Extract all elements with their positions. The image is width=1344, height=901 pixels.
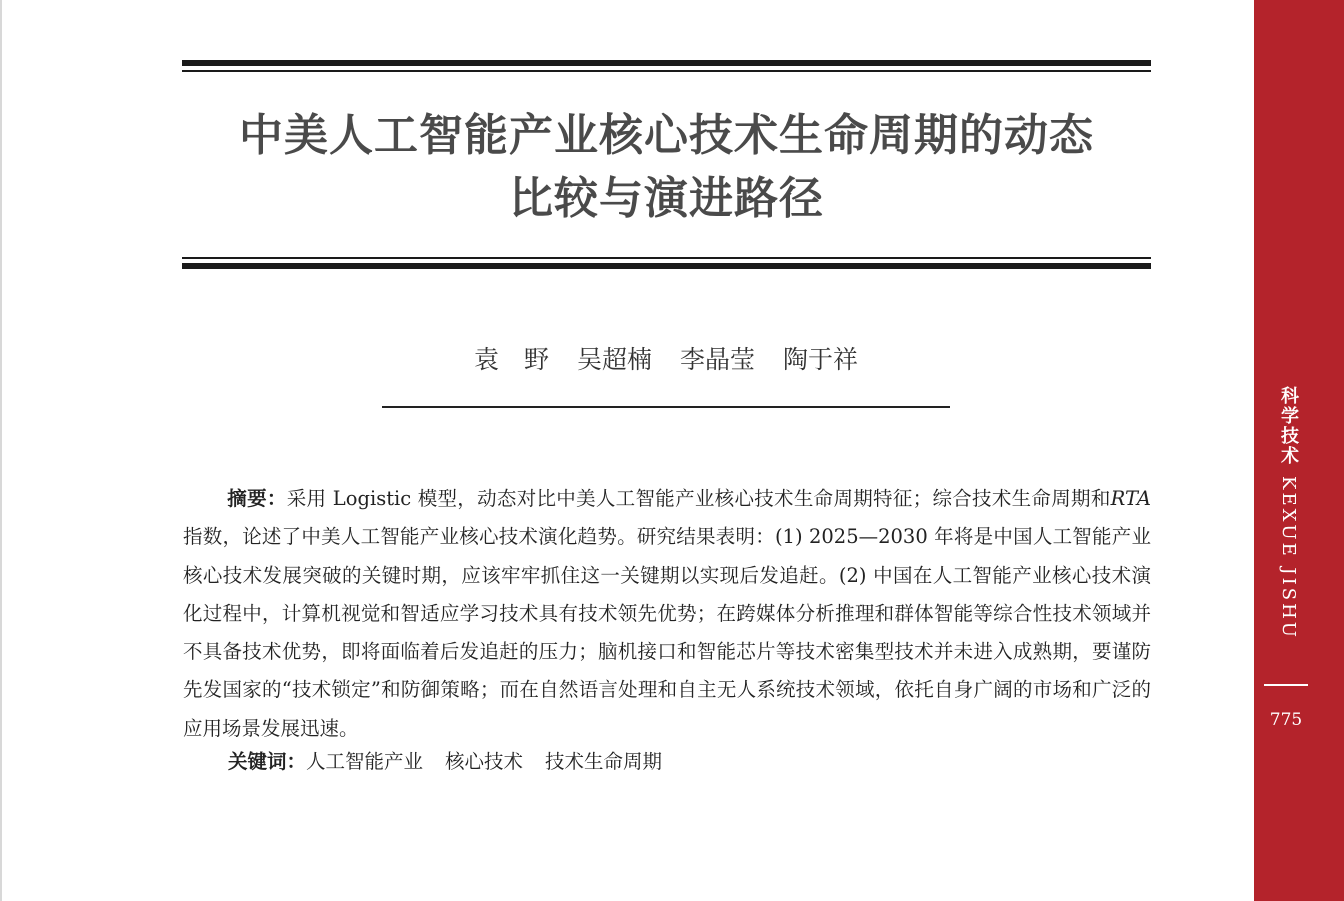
author-list xyxy=(382,340,950,376)
journal-sidebar xyxy=(1254,0,1344,901)
keyword: 人工智能产业 xyxy=(306,750,424,773)
keywords xyxy=(228,746,684,774)
author: 袁 野 xyxy=(473,345,549,374)
author-divider xyxy=(382,406,950,408)
abstract-text-part1: 采用 Logistic 模型，动态对比中美人工智能产业核心技术生命周期特征；综合技术生命周期和 xyxy=(286,487,1111,510)
journal-name-en: KEXUE JISHU xyxy=(1278,476,1299,640)
journal-name-cn: 科学技术 xyxy=(1278,386,1299,466)
keyword: 核心技术 xyxy=(445,750,524,773)
page-edge xyxy=(0,0,2,901)
top-title-rule xyxy=(182,60,1151,72)
sidebar-divider xyxy=(1264,684,1308,686)
title-line-2: 比较与演进路径 xyxy=(509,173,824,224)
author: 李晶莹 xyxy=(680,345,756,374)
page-number: 775 xyxy=(1269,710,1303,730)
title-line-1: 中美人工智能产业核心技术生命周期的动态 xyxy=(239,110,1094,161)
keywords-label: 关键词： xyxy=(228,750,307,773)
paper-title xyxy=(182,104,1151,230)
author: 吴超楠 xyxy=(576,345,652,374)
keyword: 技术生命周期 xyxy=(545,750,663,773)
author: 陶于祥 xyxy=(783,345,859,374)
abstract-rta: RTA xyxy=(1110,487,1151,510)
journal-name xyxy=(1275,386,1304,640)
bottom-title-rule xyxy=(182,257,1151,269)
abstract-label: 摘要： xyxy=(227,487,287,510)
abstract-text-part2: 指数，论述了中美人工智能产业核心技术演化趋势。研究结果表明：(1) 2025—2030 年将是中国人工智能产业核心技术发展突破的关键时期，应该牢牢抓住这一关键期以实现后发追赶。(2) 中国在人工智能产业核心技术演化过程中，计算机视觉和智适应学习技术具有技术领先优势；在跨媒体分析推理和群体智能等综合性技术领域并不具备技术优势，即将面临着后发追赶的压力；脑机接口和智能芯片等技术密集型技术并未进入成熟期，要谨防先发国家的“技术锁定”和防御策略；而在自然语言处理和自主无人系统技术领域，依托自身广阔的市场和广泛的应用场景发展迅速。 xyxy=(183,525,1151,740)
abstract xyxy=(183,480,1151,748)
